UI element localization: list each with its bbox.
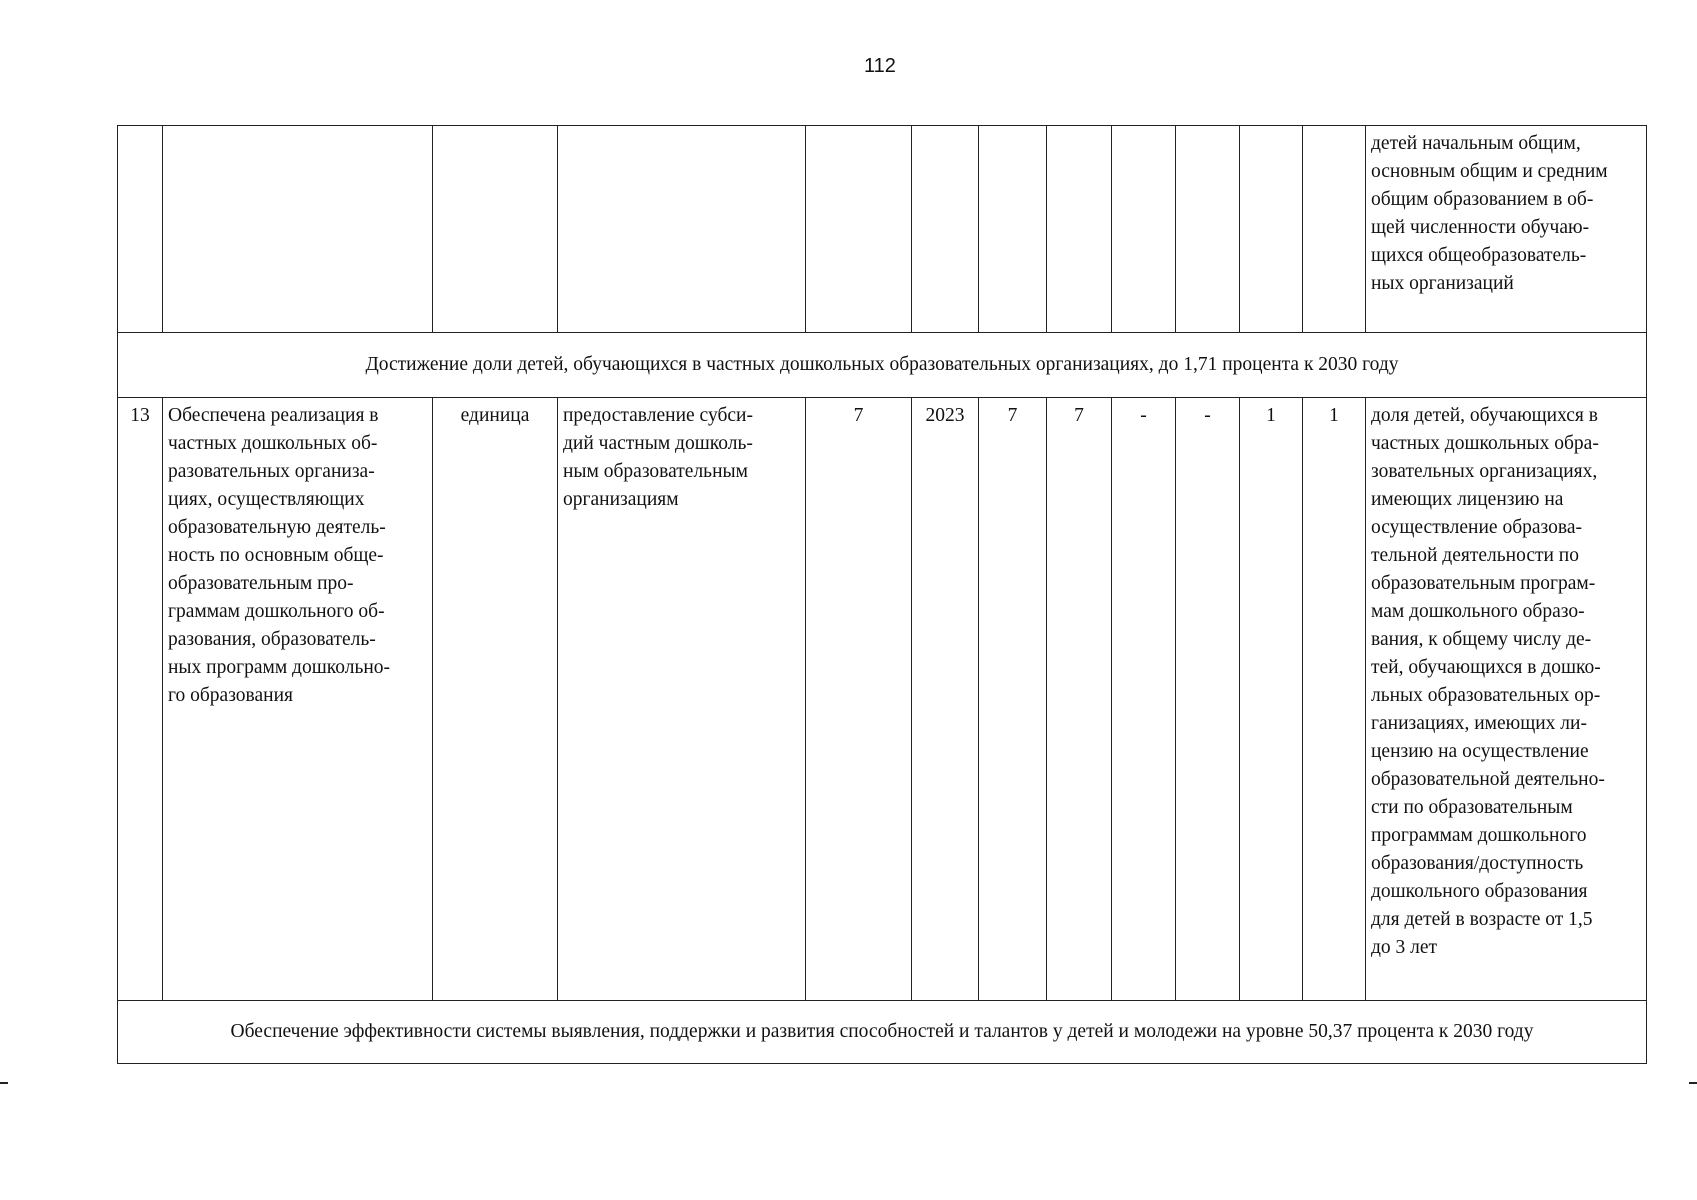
cell-type: предоставление субси- дий частным дошколь- ным образовательным организациям	[558, 398, 806, 1001]
section-header-row	[118, 333, 1647, 398]
cell-base-year	[912, 126, 979, 333]
cell-value: -	[1176, 398, 1240, 1001]
cell-unit	[433, 126, 558, 333]
cell-type	[558, 126, 806, 333]
section-title: Обеспечение эффективности системы выявления, поддержки и развития способностей и талантов у детей и молодежи на уровне 50,37 процента к 2030 году	[118, 1001, 1647, 1064]
cell-result: Обеспечена реализация в частных дошкольных об- разовательных организа- циях, осуществляющих образовательную деятель- ность по основным обще- образовательным про- граммам дошкольного об- разования, образователь- ных программ дошкольно- го образования	[163, 398, 433, 1001]
cell-value: 1	[1303, 398, 1366, 1001]
section-title: Достижение доли детей, обучающихся в частных дошкольных образовательных организациях, до 1,71 процента к 2030 году	[118, 333, 1647, 398]
table-row-continuation	[118, 126, 1647, 333]
cell-value: -	[1112, 398, 1176, 1001]
page-number: 112	[864, 55, 896, 77]
cell-value	[1303, 126, 1366, 333]
cell-unit: единица	[433, 398, 558, 1001]
cell-base-value: 7	[806, 398, 912, 1001]
scan-edge-mark	[1689, 1082, 1697, 1084]
cell-indicator: детей начальным общим, основным общим и средним общим образованием в об- щей численности обучаю- щихся общеобразователь- ных организаций	[1366, 126, 1647, 333]
cell-value	[1176, 126, 1240, 333]
cell-indicator: доля детей, обучающихся в частных дошкольных обра- зовательных организациях, имеющих лицензию на осуществление образова- тельной деятельности по образовательным програм- мам дошкольного образо- вания, к общему числу де- тей, обучающихся в дошко- льных образовательных ор- ганизациях, имеющих ли- цензию на осуществление образовательной деятельно- сти по образовательным программам дошкольного образования/доступность дошкольного образования для детей в возрасте от 1,5 до 3 лет	[1366, 398, 1647, 1001]
cell-num: 13	[118, 398, 163, 1001]
cell-value	[1112, 126, 1176, 333]
cell-value	[979, 126, 1047, 333]
table-row	[118, 398, 1647, 1001]
cell-base-value	[806, 126, 912, 333]
cell-value	[1047, 126, 1112, 333]
results-table	[117, 125, 1647, 1064]
cell-value: 7	[979, 398, 1047, 1001]
cell-value: 7	[1047, 398, 1112, 1001]
cell-value	[1240, 126, 1303, 333]
cell-num	[118, 126, 163, 333]
scan-edge-mark	[0, 1082, 8, 1084]
cell-value: 1	[1240, 398, 1303, 1001]
section-header-row	[118, 1001, 1647, 1064]
cell-base-year: 2023	[912, 398, 979, 1001]
cell-result	[163, 126, 433, 333]
